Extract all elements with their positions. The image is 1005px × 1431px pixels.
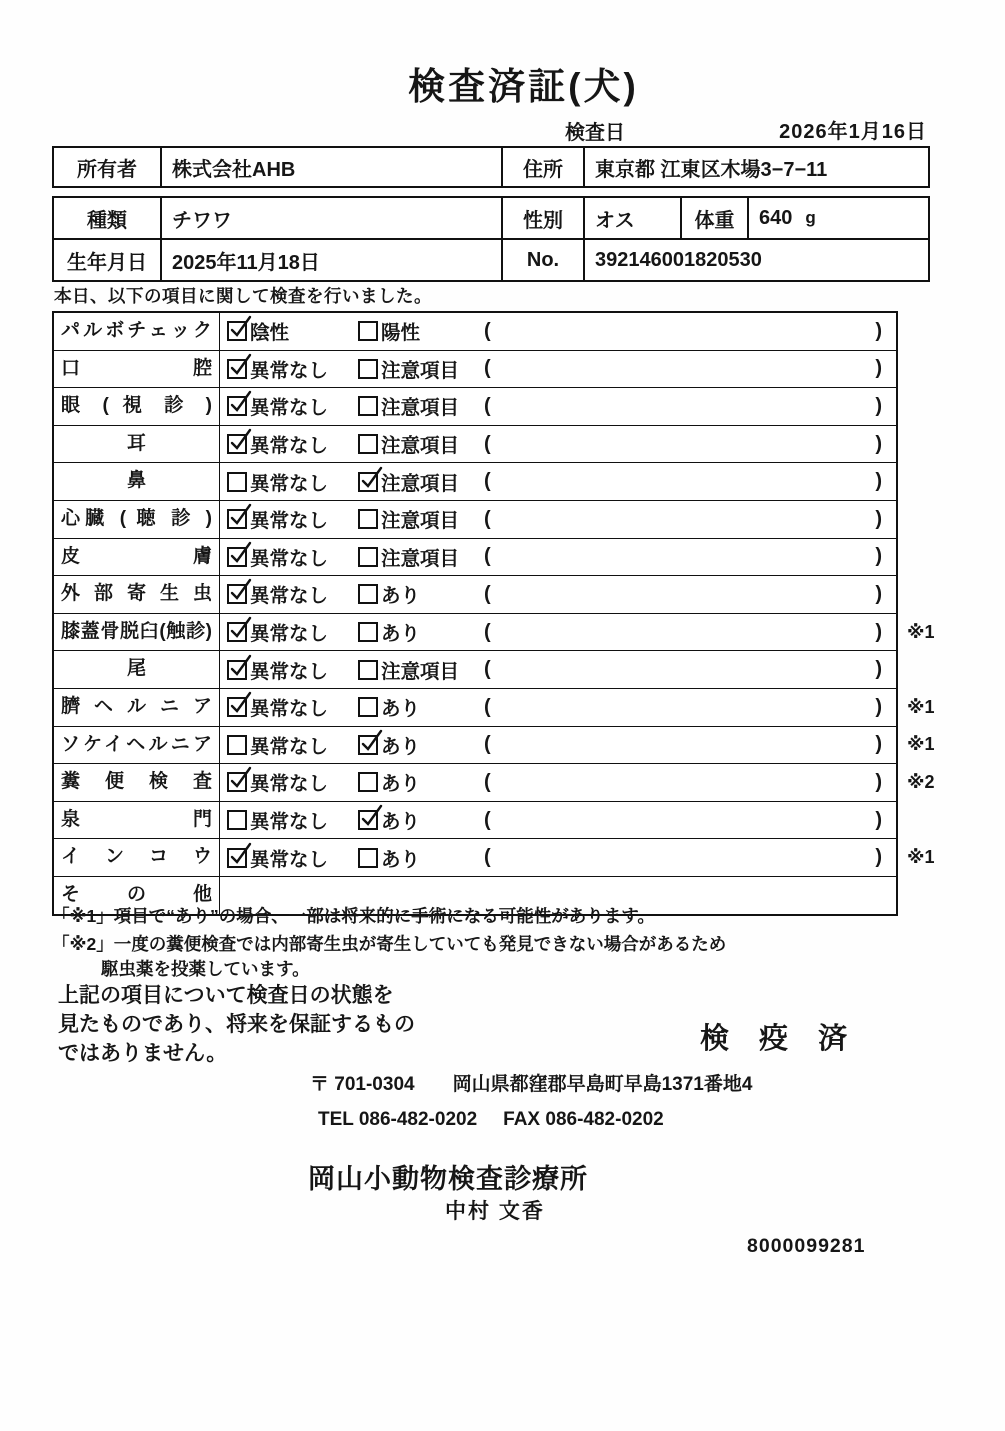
checklist-row [54,387,896,425]
checkbox [227,396,247,416]
option-2 [358,501,459,538]
checkbox [227,622,247,642]
checklist-row [54,575,896,613]
option-1 [227,689,328,726]
clinic-address: 岡山県都窪郡早島町早島1371番地4 [452,1074,753,1095]
checkbox [358,622,378,642]
option-1-label: 異常なし [250,848,329,871]
disclaimer-text [58,981,415,1068]
remark-paren-open: ( [484,620,491,643]
checkbox [358,660,378,680]
option-1 [227,839,328,876]
checkbox [358,735,378,755]
remark-paren-close: ) [875,846,882,869]
check-icon [363,806,381,824]
item-label: 心臓 ( 聴 診 ) [54,501,220,538]
option-2 [358,727,420,764]
owner-table-row [54,148,928,186]
option-2-label: あり [381,811,421,834]
item-label: 外部寄生虫 [54,576,220,613]
option-2 [358,689,420,726]
checklist-row [54,425,896,463]
footnote-2-line-1: 「※2」一度の糞便検査では内部寄生虫が寄生していても発見できない場合があるため [52,934,727,954]
option-2 [358,313,420,350]
clinic-tel-fax-line [318,1109,664,1131]
check-icon [232,430,250,448]
check-icon [232,317,250,335]
weight-label: 体重 [682,198,749,238]
number-label: No. [503,240,585,280]
remark-paren-open: ( [484,733,491,756]
checklist-table [52,311,935,916]
option-2-label: あり [381,735,421,758]
item-result-cell [220,351,896,388]
option-2 [358,764,420,801]
item-result-cell [220,839,896,876]
checklist-row [54,613,935,651]
remark-paren-open: ( [484,357,491,380]
option-2 [358,802,420,839]
disclaimer-line-3: ではありません。 [58,1042,228,1065]
option-2-label: 注意項目 [381,510,460,533]
option-1-label: 異常なし [250,660,329,683]
sex-label: 性別 [503,198,585,238]
page-title: 検査済証(犬) [408,66,639,107]
option-2-label: あり [381,773,421,796]
remark-paren-close: ) [875,770,882,793]
check-icon [232,844,250,862]
option-1 [227,727,328,764]
remark-paren-open: ( [484,695,491,718]
option-2-label: 注意項目 [381,359,460,382]
check-icon [232,656,250,674]
checkbox [227,321,247,341]
owner-table [52,146,930,188]
checkbox [227,697,247,717]
option-2-label: 注意項目 [381,472,460,495]
option-2 [358,351,459,388]
remark-paren-close: ) [875,695,882,718]
option-1 [227,539,328,576]
checkbox [227,472,247,492]
clinic-fax: FAX 086-482-0202 [503,1109,664,1130]
sex-value: オス [585,198,682,238]
birthdate-label: 生年月日 [54,240,162,280]
checkbox [358,810,378,830]
option-1-label: 異常なし [250,435,329,458]
option-1 [227,651,328,688]
remark-paren-close: ) [875,432,882,455]
checkbox [358,396,378,416]
item-result-cell [220,689,896,726]
item-result-cell [220,614,896,651]
check-icon [232,768,250,786]
pet-table-row-2 [54,238,928,280]
check-icon [232,693,250,711]
option-1 [227,614,328,651]
note-reference-mark: ※1 [907,621,935,642]
item-result-cell [220,539,896,576]
option-1-label: 異常なし [250,547,329,570]
checkbox [358,547,378,567]
weight-cell [749,198,928,238]
item-result-cell [220,501,896,538]
check-icon [232,392,250,410]
option-2 [358,614,420,651]
item-label: 眼 ( 視 診 ) [54,388,220,425]
item-label: その他 [54,877,220,914]
item-label: 膝蓋骨脱臼(触診) [54,614,220,651]
option-1-label: 異常なし [250,811,329,834]
intro-text: 本日、以下の項目に関して検査を行いました。 [54,286,432,306]
option-1 [227,388,328,425]
item-result-cell [220,651,896,688]
item-label: ソケイヘルニア [54,727,220,764]
item-label: 臍ヘルニア [54,689,220,726]
option-1-label: 陰性 [250,322,290,345]
checklist-row [54,538,896,576]
clinic-postal-line [310,1069,752,1096]
remark-paren-open: ( [484,470,491,493]
option-2-label: 注意項目 [381,660,460,683]
option-2-label: 注意項目 [381,397,460,420]
owner-label: 所有者 [54,148,162,186]
item-result-cell [220,388,896,425]
item-label: 糞便検査 [54,764,220,801]
option-1-label: 異常なし [250,773,329,796]
checkbox [227,584,247,604]
checklist-row [54,350,896,388]
remark-paren-open: ( [484,432,491,455]
checkbox [358,509,378,529]
remark-paren-close: ) [875,319,882,342]
item-result-cell [220,727,896,764]
weight-unit: g [805,208,816,227]
quarantine-stamp: 検 疫 済 [700,1023,859,1055]
option-2-label: 注意項目 [381,435,460,458]
option-2-label: あり [381,848,421,871]
option-1 [227,576,328,613]
item-label: パルボチェック [54,313,220,350]
footnote-1: 「※1」項目で“あり”の場合、一部は将来的に手術になる可能性があります。 [52,906,655,926]
checklist-row [54,763,935,801]
option-1-label: 異常なし [250,623,329,646]
weight-value: 640 [759,206,793,229]
checkbox [227,848,247,868]
remark-paren-open: ( [484,846,491,869]
option-2-label: 陽性 [381,322,421,345]
option-2 [358,651,459,688]
pet-table [52,196,930,282]
checklist-row [54,650,896,688]
clinic-postal-code: 〒 701-0304 [310,1074,415,1095]
checklist-row [54,500,896,538]
checkbox [358,472,378,492]
item-result-cell [220,426,896,463]
disclaimer-line-2: 見たものであり、将来を保証するもの [58,1013,415,1036]
checklist-row [54,462,896,500]
remark-paren-close: ) [875,545,882,568]
option-1 [227,764,328,801]
checklist-row [54,726,935,764]
option-1-label: 異常なし [250,735,329,758]
option-1 [227,802,328,839]
item-result-cell [220,463,896,500]
remark-paren-close: ) [875,582,882,605]
remark-paren-open: ( [484,582,491,605]
option-1-label: 異常なし [250,585,329,608]
item-label: 皮膚 [54,539,220,576]
option-1-label: 異常なし [250,510,329,533]
note-reference-mark: ※2 [907,771,935,792]
checkbox [358,321,378,341]
item-label: 尾 [54,651,220,688]
inspection-date-label: 検査日 [565,122,625,144]
option-2 [358,388,459,425]
item-label: 鼻 [54,463,220,500]
checkbox [358,697,378,717]
clinic-tel: TEL 086-482-0202 [318,1109,478,1130]
checkbox [227,660,247,680]
number-value: 392146001820530 [595,248,762,271]
item-label: 口腔 [54,351,220,388]
note-reference-mark: ※1 [907,847,935,868]
item-result-cell [220,802,896,839]
remark-paren-open: ( [484,658,491,681]
disclaimer-line-1: 上記の項目について検査日の状態を [58,984,394,1007]
checkbox [358,848,378,868]
remark-paren-close: ) [875,394,882,417]
remark-paren-close: ) [875,620,882,643]
checkbox [227,359,247,379]
checkbox [227,810,247,830]
option-1 [227,501,328,538]
option-1 [227,313,289,350]
remark-paren-open: ( [484,808,491,831]
checklist-row [54,801,896,839]
option-2 [358,839,420,876]
check-icon [232,580,250,598]
check-icon [363,468,381,486]
item-result-cell [220,313,896,350]
birthdate-value: 2025年11月18日 [162,240,503,280]
option-1-label: 異常なし [250,359,329,382]
item-result-cell [220,576,896,613]
note-reference-mark: ※1 [907,734,935,755]
option-2 [358,539,459,576]
clinic-name: 岡山小動物検査診療所 [308,1164,588,1194]
serial-number: 8000099281 [747,1235,866,1257]
check-icon [232,355,250,373]
checkbox [227,434,247,454]
check-icon [232,618,250,636]
item-label: インコウ [54,839,220,876]
remark-paren-close: ) [875,808,882,831]
checkbox [227,735,247,755]
option-2-label: 注意項目 [381,547,460,570]
remark-paren-close: ) [875,658,882,681]
breed-label: 種類 [54,198,162,238]
option-1-label: 異常なし [250,698,329,721]
item-label: 耳 [54,426,220,463]
remark-paren-open: ( [484,507,491,530]
option-1-label: 異常なし [250,397,329,420]
footnote-2-line-2: 駆虫薬を投薬しています。 [101,959,310,979]
remark-paren-open: ( [484,319,491,342]
checkbox [227,547,247,567]
option-1 [227,426,328,463]
remark-paren-close: ) [875,507,882,530]
check-icon [232,543,250,561]
pet-table-row-1 [54,198,928,238]
option-2-label: あり [381,698,421,721]
check-icon [232,505,250,523]
breed-value: チワワ [162,198,503,238]
checkbox [227,509,247,529]
address-value: 東京都 江東区木場3−7−11 [595,158,828,181]
item-result-cell [220,764,896,801]
remark-paren-close: ) [875,470,882,493]
examiner-name: 中村 文香 [445,1200,545,1223]
note-reference-mark: ※1 [907,696,935,717]
checkbox [358,434,378,454]
remark-paren-close: ) [875,357,882,380]
item-label: 泉門 [54,802,220,839]
option-1 [227,463,328,500]
option-1-label: 異常なし [250,472,329,495]
inspection-date-value: 2026年1月16日 [779,121,927,143]
option-2 [358,426,459,463]
checklist-row [54,313,896,350]
checkbox [227,772,247,792]
check-icon [363,731,381,749]
remark-paren-open: ( [484,394,491,417]
option-2 [358,463,459,500]
option-2-label: あり [381,623,421,646]
checklist-row [54,838,935,876]
address-label: 住所 [503,148,585,186]
checkbox [358,772,378,792]
owner-value: 株式会社AHB [162,148,503,186]
remark-paren-open: ( [484,770,491,793]
option-2 [358,576,420,613]
checklist-row [54,688,935,726]
remark-paren-open: ( [484,545,491,568]
checkbox [358,584,378,604]
remark-paren-close: ) [875,733,882,756]
option-1 [227,351,328,388]
checkbox [358,359,378,379]
option-2-label: あり [381,585,421,608]
